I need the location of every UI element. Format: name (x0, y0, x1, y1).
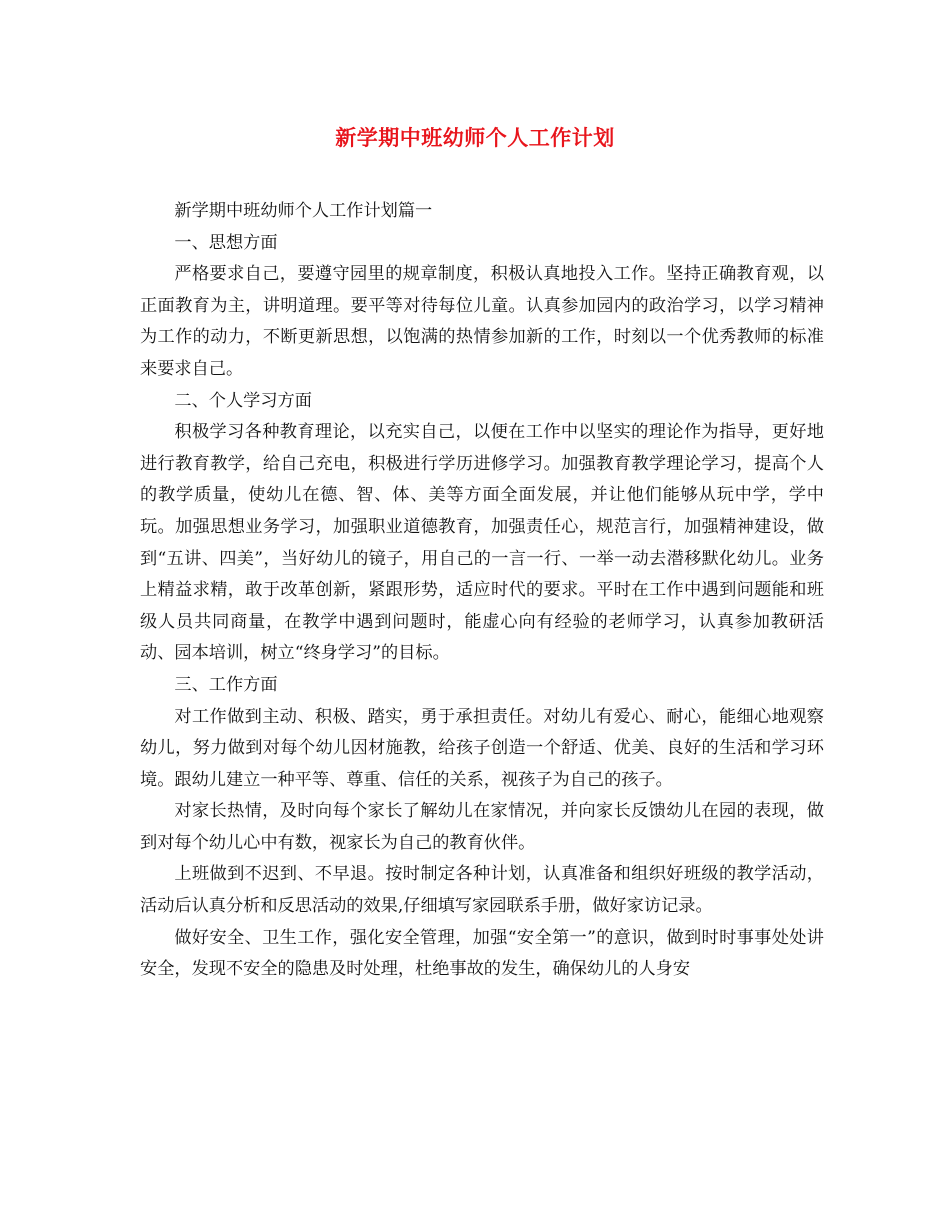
section-heading-part-one: 新学期中班幼师个人工作计划篇一 (174, 201, 433, 221)
section-heading-work: 三、工作方面 (174, 674, 278, 695)
paragraph-thought: 严格要求自己，要遵守园里的规章制度，积极认真地投入工作。坚持正确教育观，以正面教育为主，讲明道理。要平等对待每位儿童。认真参加园内的政治学习，以学习精神为工作的动力，不断更新思想，以饱满的热情参加新的工作，时刻以一个优秀教师的标准来要求自己。 (140, 264, 824, 379)
section-heading-thought: 一、思想方面 (174, 232, 278, 253)
document-body (140, 196, 824, 986)
paragraph-parents: 对家长热情，及时向每个家长了解幼儿在家情况，并向家长反馈幼儿在园的表现，做到对每个幼儿心中有数，视家长为自己的教育伙伴。 (140, 801, 824, 853)
paragraph-work-attitude: 对工作做到主动、积极、踏实，勇于承担责任。对幼儿有爱心、耐心，能细心地观察幼儿，努力做到对每个幼儿因材施教，给孩子创造一个舒适、优美、良好的生活和学习环境。跟幼儿建立一种平等、尊重、信任的关系，视孩子为自己的孩子。 (140, 706, 824, 790)
section-heading-personal-learning: 二、个人学习方面 (174, 390, 312, 411)
paragraph-personal-learning: 积极学习各种教育理论，以充实自己，以便在工作中以坚实的理论作为指导，更好地进行教育教学，给自己充电，积极进行学历进修学习。加强教育教学理论学习，提高个人的教学质量，使幼儿在德、智、体、美等方面全面发展，并让他们能够从玩中学，学中玩。加强思想业务学习，加强职业道德教育，加强责任心，规范言行，加强精神建设，做到“五讲、四美”，当好幼儿的镜子，用自己的一言一行、一举一动去潜移默化幼儿。业务上精益求精，敢于改革创新，紧跟形势，适应时代的要求。平时在工作中遇到问题能和班级人员共同商量，在教学中遇到问题时，能虚心向有经验的老师学习，认真参加教研活动、园本培训，树立“终身学习”的目标。 (140, 422, 824, 664)
document-title: 新学期中班幼师个人工作计划 (335, 125, 615, 150)
paragraph-safety: 做好安全、卫生工作，强化安全管理，加强“安全第一”的意识，做到时时事事处处讲安全，发现不安全的隐患及时处理，杜绝事故的发生，确保幼儿的人身安 (140, 927, 824, 980)
paragraph-attendance: 上班做到不迟到、不早退。按时制定各种计划，认真准备和组织好班级的教学活动，活动后认真分析和反思活动的效果,仔细填写家园联系手册，做好家访记录。 (140, 864, 824, 917)
